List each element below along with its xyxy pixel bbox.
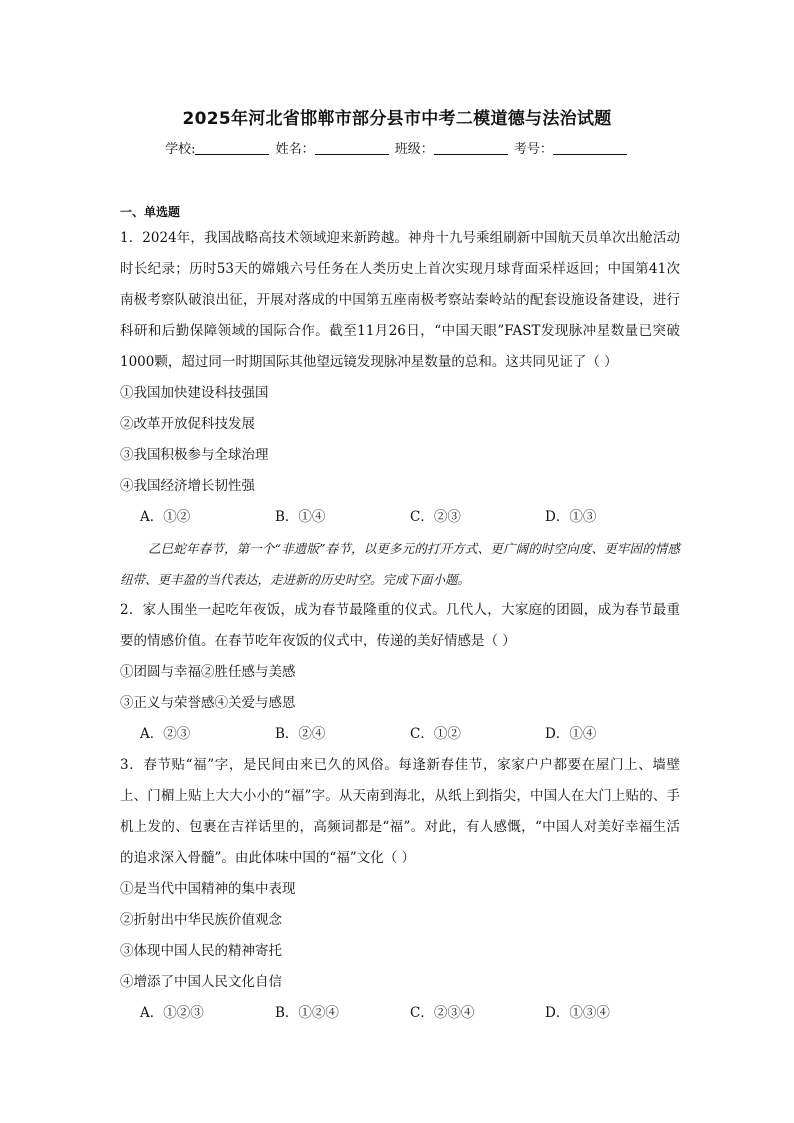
- choice-d[interactable]: D．①③④: [545, 1005, 610, 1021]
- question-1-option: ④我国经济增长韧性强: [120, 478, 255, 494]
- question-3-option: ①是当代中国精神的集中表现: [120, 881, 296, 897]
- question-3-option: ②折射出中华民族价值观念: [120, 912, 282, 928]
- exam-content: [120, 203, 680, 1029]
- choice-c[interactable]: C．②③: [410, 509, 461, 525]
- choice-d[interactable]: D．①③: [545, 509, 597, 525]
- choice-a[interactable]: A．①②③: [140, 1005, 204, 1021]
- student-info-row: [0, 138, 794, 157]
- school-blank[interactable]: [195, 142, 269, 155]
- question-2: [120, 595, 680, 750]
- question-1-option: ③我国积极参与全球治理: [120, 447, 269, 463]
- choice-c[interactable]: C．①②: [410, 726, 461, 742]
- reading-material: 乙巳蛇年春节，第一个“非遗版”春节，以更多元的打开方式、更广阔的时空向度、更牢固的情感纽带、更丰盈的当代表达，走进新的历史时空。完成下面小题。: [120, 541, 680, 587]
- question-2-option: ①团圆与幸福②胜任感与美感: [120, 664, 296, 680]
- section-heading: 一、单选题: [120, 205, 181, 219]
- choice-d[interactable]: D．①④: [545, 726, 597, 742]
- question-3-option: ④增添了中国人民文化自信: [120, 974, 282, 990]
- class-blank[interactable]: [434, 142, 508, 155]
- question-1-stem: 1．2024年，我国战略高技术领域迎来新跨越。神舟十九号乘组刷新中国航天员单次出舱活动时长纪录；历时53天的嫦娥六号任务在人类历史上首次实现月球背面采样返回；中国第41次南极考察队破浪出征，开展对落成的中国第五座南极考察站秦岭站的配套设施设备建设，进行科研和后勤保障领域的国际合作。截至11月26日，“中国天眼”FAST发现脉冲星数量已突破1000颗，超过同一时期国际其他望远镜发现脉冲星数量的总和。这共同见证了（ ）: [120, 230, 680, 370]
- question-3: [120, 750, 680, 1029]
- question-1: [120, 223, 680, 533]
- exam-number-label: 考号：: [513, 142, 553, 157]
- name-label: 姓名：: [275, 142, 315, 157]
- page-title: 2025年河北省邯郸市部分县市中考二模道德与法治试题: [182, 109, 612, 129]
- question-3-option: ③体现中国人民的精神寄托: [120, 943, 282, 959]
- choice-b[interactable]: B．①④: [275, 509, 326, 525]
- question-3-stem: 3．春节贴“福”字，是民间由来已久的风俗。每逢新春佳节，家家户户都要在屋门上、墙壁上、门楣上贴上大大小小的“福”字。从天南到海北，从纸上到指尖，中国人在大门上贴的、手机上发的、包裹在吉祥话里的，高频词都是“福”。对此，有人感慨，“中国人对美好幸福生活的追求深入骨髓”。由此体味中国的“福”文化（ ）: [120, 757, 680, 866]
- question-2-stem: 2．家人围坐一起吃年夜饭，成为春节最隆重的仪式。几代人，大家庭的团圆，成为春节最重要的情感价值。在春节吃年夜饭的仪式中，传递的美好情感是（ ）: [120, 602, 680, 649]
- name-blank[interactable]: [315, 142, 389, 155]
- exam-number-blank[interactable]: [553, 142, 627, 155]
- question-2-option: ③正义与荣誉感④关爱与感恩: [120, 695, 296, 711]
- question-1-option: ①我国加快建设科技强国: [120, 385, 269, 401]
- choice-a[interactable]: A．②③: [140, 726, 191, 742]
- school-label: 学校:: [165, 142, 196, 157]
- choice-b[interactable]: B．①②④: [275, 1005, 339, 1021]
- choice-a[interactable]: A．①②: [140, 509, 191, 525]
- choice-b[interactable]: B．②④: [275, 726, 326, 742]
- class-label: 班级：: [394, 142, 434, 157]
- question-2-choices: [120, 719, 680, 750]
- choice-c[interactable]: C．②③④: [410, 1005, 475, 1021]
- question-3-choices: [120, 998, 680, 1029]
- question-1-choices: [120, 502, 680, 533]
- question-1-option: ②改革开放促科技发展: [120, 416, 255, 432]
